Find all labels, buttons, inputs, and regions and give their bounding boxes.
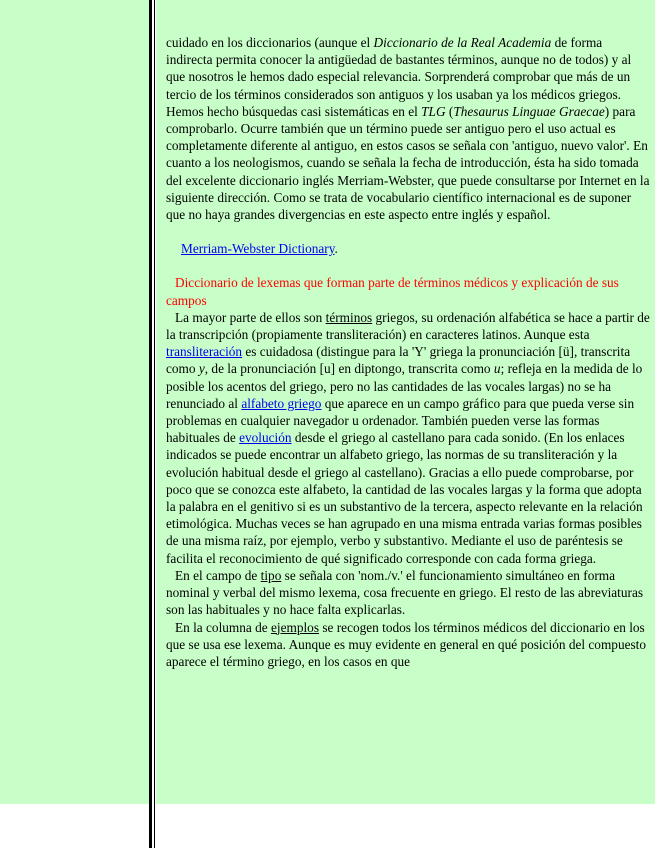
intro-paragraph: cuidado en los diccionarios (aunque el Diccionario de la Real Academia de forma indirecta permita conocer la antigüedad de bastantes términos, aunque no de todos) y al que nosotros le hemos dado especial relevancia. Sorprenderá comprobar que más de un tercio de los términos considerados son antiguos y los usaban ya los médicos griegos. Hemos hecho búsquedas casi sistemáticas en el TLG (Thesaurus Linguae Graecae) para comprobarlo. Ocurre también que un término puede ser antiguo pero el uso actual es completamente diferente al antiguo, en estos casos se señala con 'antiguo, nuevo valor'. En cuanto a los neologismos, cuando se señala la fecha de introducción, ésta ha sido tomada del excelente diccionario inglés Merriam-Webster, que puede consultarse por Internet en la siguiente dirección. Como se trata de vocabulario científico internacional es de suponer que no haya grandes divergencias en este aspecto entre inglés y español.: [166, 35, 650, 223]
rae-title: Diccionario de la Real Academia: [373, 35, 552, 50]
transliteracion-link[interactable]: transliteración: [166, 344, 243, 360]
lexemes-paragraph: La mayor parte de ellos son términos griegos, su ordenación alfabética se hace a partir de la transcripción (propiamente transliteración) en caracteres latinos. Aunque esta transliteración es cuidadosa (distingue para la 'Y' griega la pronunciación [ü], transcrita como y, de la pronunciación [u] en diptongo, transcrita como u; refleja en la medida de lo posible los acentos del griego, pero no las cantidades de las vocales largas) no se ha renunciado al alfabeto griego que aparece en un campo gráfico para que pueda verse sin problemas en cualquier navegador u ordenador. También pueden verse las formas habituales de evolución desde el griego al castellano para cada sonido. (En los enlaces indicados se puede encontrar un alfabeto griego, las normas de su transliteración y la evolución habitual desde el griego al castellano). Gracias a ello puede comprobarse, por poco que se conozca este alfabeto, la cantidad de las vocales largas y la forma que adopta la palabra en el genitivo si es un substantivo de la tercera, aspecto relevante en la relación etimológica. Muchas veces se han agrupado en una misma entrada varias formas posibles de una misma raíz, por ejemplo, verbo y substantivo. Mediante el uso de paréntesis se facilita el reconocimiento de qué significado corresponde con cada forma griega.: [166, 309, 650, 566]
terminos-underlined: términos: [325, 309, 373, 325]
alfabeto-griego-link[interactable]: alfabeto griego: [241, 395, 322, 411]
evolucion-link[interactable]: evolución: [239, 430, 292, 446]
section-heading: Diccionario de lexemas que forman parte de términos médicos y explicación de sus campos: [166, 275, 619, 308]
article-body: [166, 34, 650, 670]
left-margin-panel: [0, 0, 149, 804]
tlg-abbrev: TLG: [421, 103, 446, 119]
vertical-divider: [149, 0, 156, 848]
merriam-webster-link[interactable]: Merriam-Webster Dictionary: [181, 241, 335, 257]
merriam-webster-line: Merriam-Webster Dictionary.: [181, 241, 338, 257]
ejemplos-underlined: ejemplos: [271, 619, 320, 635]
tipo-underlined: tipo: [260, 567, 282, 583]
tlg-title: Thesaurus Linguae Graecae: [453, 103, 605, 119]
tipo-paragraph: En el campo de tipo se señala con 'nom./v.' el funcionamiento simultáneo en forma nominal y verbal del mismo lexema, cosa frecuente en griego. El resto de las abreviaturas son las habituales y no hace falta explicarlas.: [166, 567, 644, 618]
divider-thick-line: [149, 0, 152, 848]
divider-thin-line: [154, 0, 155, 848]
ejemplos-paragraph: En la columna de ejemplos se recogen todos los términos médicos del diccionario en los que se usa ese lexema. Aunque es muy evidente en general en qué posición del compuesto aparece el término griego, en los casos en que: [166, 619, 647, 669]
